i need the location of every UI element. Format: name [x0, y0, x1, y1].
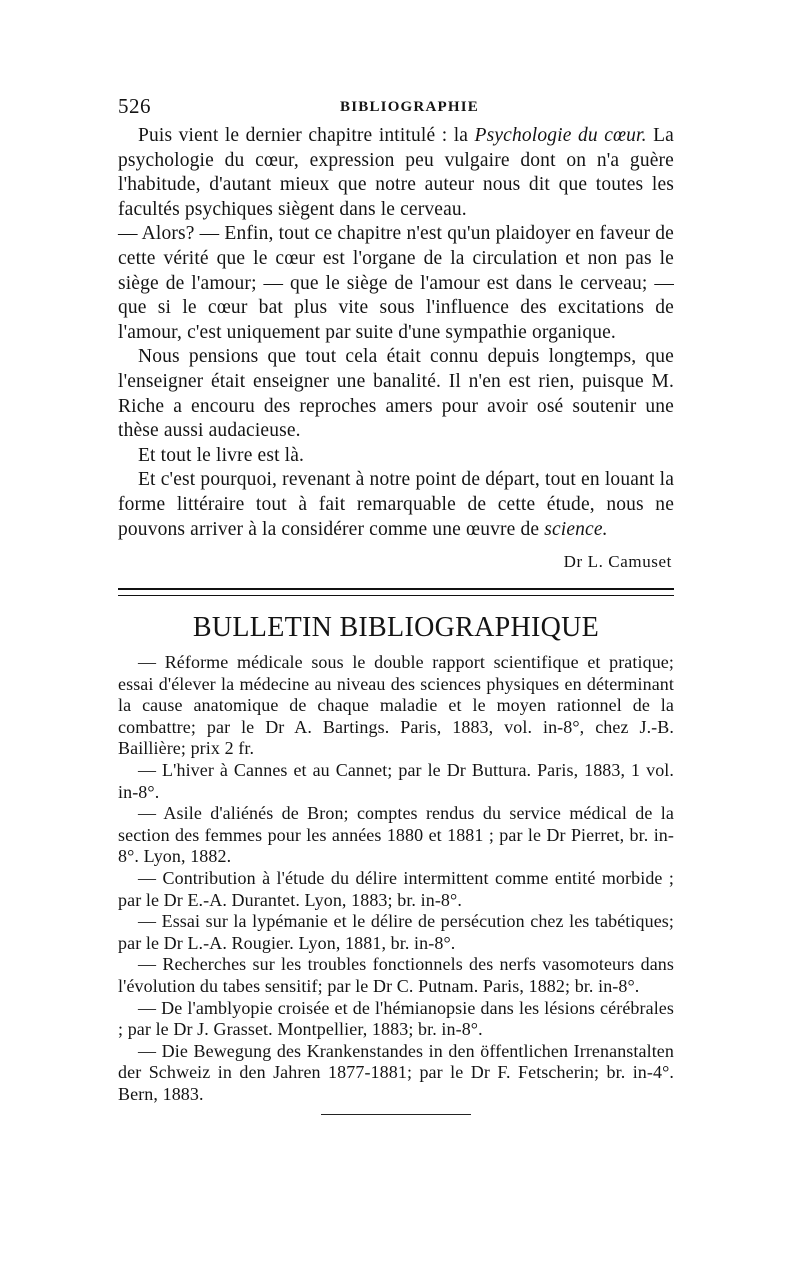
review-paragraph: Puis vient le dernier chapitre intitulé : la Psychologie du cœur. La psychologie du cœur, expression peu vulgaire dont on n'a guère l'habitude, d'autant mieux que notre auteur nous dit que toutes les facultés psychiques siègent dans le cerveau. [118, 125, 674, 220]
bibliography-entry: — L'hiver à Cannes et au Cannet; par le Dr Buttura. Paris, 1883, 1 vol. in-8°. [118, 760, 674, 802]
italic-phrase: science. [544, 518, 608, 540]
author-signature: Dr L. Camuset [563, 552, 672, 572]
running-title: BIBLIOGRAPHIE [340, 99, 479, 115]
bibliography-entry: — De l'amblyopie croisée et de l'hémianopsie dans les lésions cérébrales ; par le Dr J. Grasset. Montpellier, 1883; br. in-8°. [118, 997, 674, 1040]
bibliography-entry: — Contribution à l'étude du délire intermittent comme entité morbide ; par le Dr E.-A. Durantet. Lyon, 1883; br. in-8°. [118, 868, 674, 910]
page-number: 526 [118, 94, 151, 118]
review-paragraph: Nous pensions que tout cela était connu depuis longtemps, que l'enseigner était enseigner une banalité. Il n'en est rien, puisque M. Riche a encouru des reproches amers pour avoir osé soutenir une thèse aussi audacieuse. [118, 346, 674, 442]
review-paragraph: Et c'est pourquoi, revenant à notre point de départ, tout en louant la forme littéraire tout à fait remarquable de cette étude, nous ne pouvons arriver à la considérer comme une œuvre de science. [118, 469, 674, 540]
section-divider [118, 588, 674, 596]
bibliography-entry: — Essai sur la lypémanie et le délire de persécution chez les tabétiques; par le Dr L.-A. Rougier. Lyon, 1881, br. in-8°. [118, 911, 674, 953]
bibliography-entry: — Die Bewegung des Krankenstandes in den öffentlichen Irrenanstalten der Schweiz in den Jahren 1877-1881; par le Dr F. Fetscherin; br. in-4°. Bern, 1883. [118, 1040, 674, 1104]
review-paragraph: — Alors? — Enfin, tout ce chapitre n'est qu'un plaidoyer en faveur de cette vérité que le cœur est l'organe de la circulation et non pas le siège de l'amour; — que le siège de l'amour est dans le cerveau; — que si le cœur bat plus vite sous l'influence des excitations de l'amour, c'est uniquement par suite d'une sympathie organique. [118, 223, 674, 343]
book-page [118, 94, 674, 1115]
bulletin-section [118, 612, 674, 1105]
bibliography-entry: — Asile d'aliénés de Bron; comptes rendus du service médical de la section des femmes pour les années 1880 et 1881 ; par le Dr Pierret, br. in-8°. Lyon, 1882. [118, 803, 674, 867]
review-section [118, 124, 674, 572]
end-rule [321, 1114, 471, 1115]
bulletin-title: BULLETIN BIBLIOGRAPHIQUE [192, 612, 600, 644]
review-paragraph: Et tout le livre est là. [138, 444, 305, 466]
italic-phrase: Psychologie du cœur. [474, 125, 647, 146]
running-head [118, 94, 674, 122]
bibliography-entry: — Recherches sur les troubles fonctionnels des nerfs vasomoteurs dans l'évolution du tabes sensitif; par le Dr C. Putnam. Paris, 1882; br. in-8°. [118, 954, 674, 996]
bibliography-entry: — Réforme médicale sous le double rapport scientifique et pratique; essai d'élever la médecine au niveau des sciences physiques en déterminant la cause anatomique de chaque maladie et le moyen rationnel de la combattre; par le Dr A. Bartings. Paris, 1883, vol. in-8°, chez J.-B. Baillière; prix 2 fr. [118, 652, 674, 759]
